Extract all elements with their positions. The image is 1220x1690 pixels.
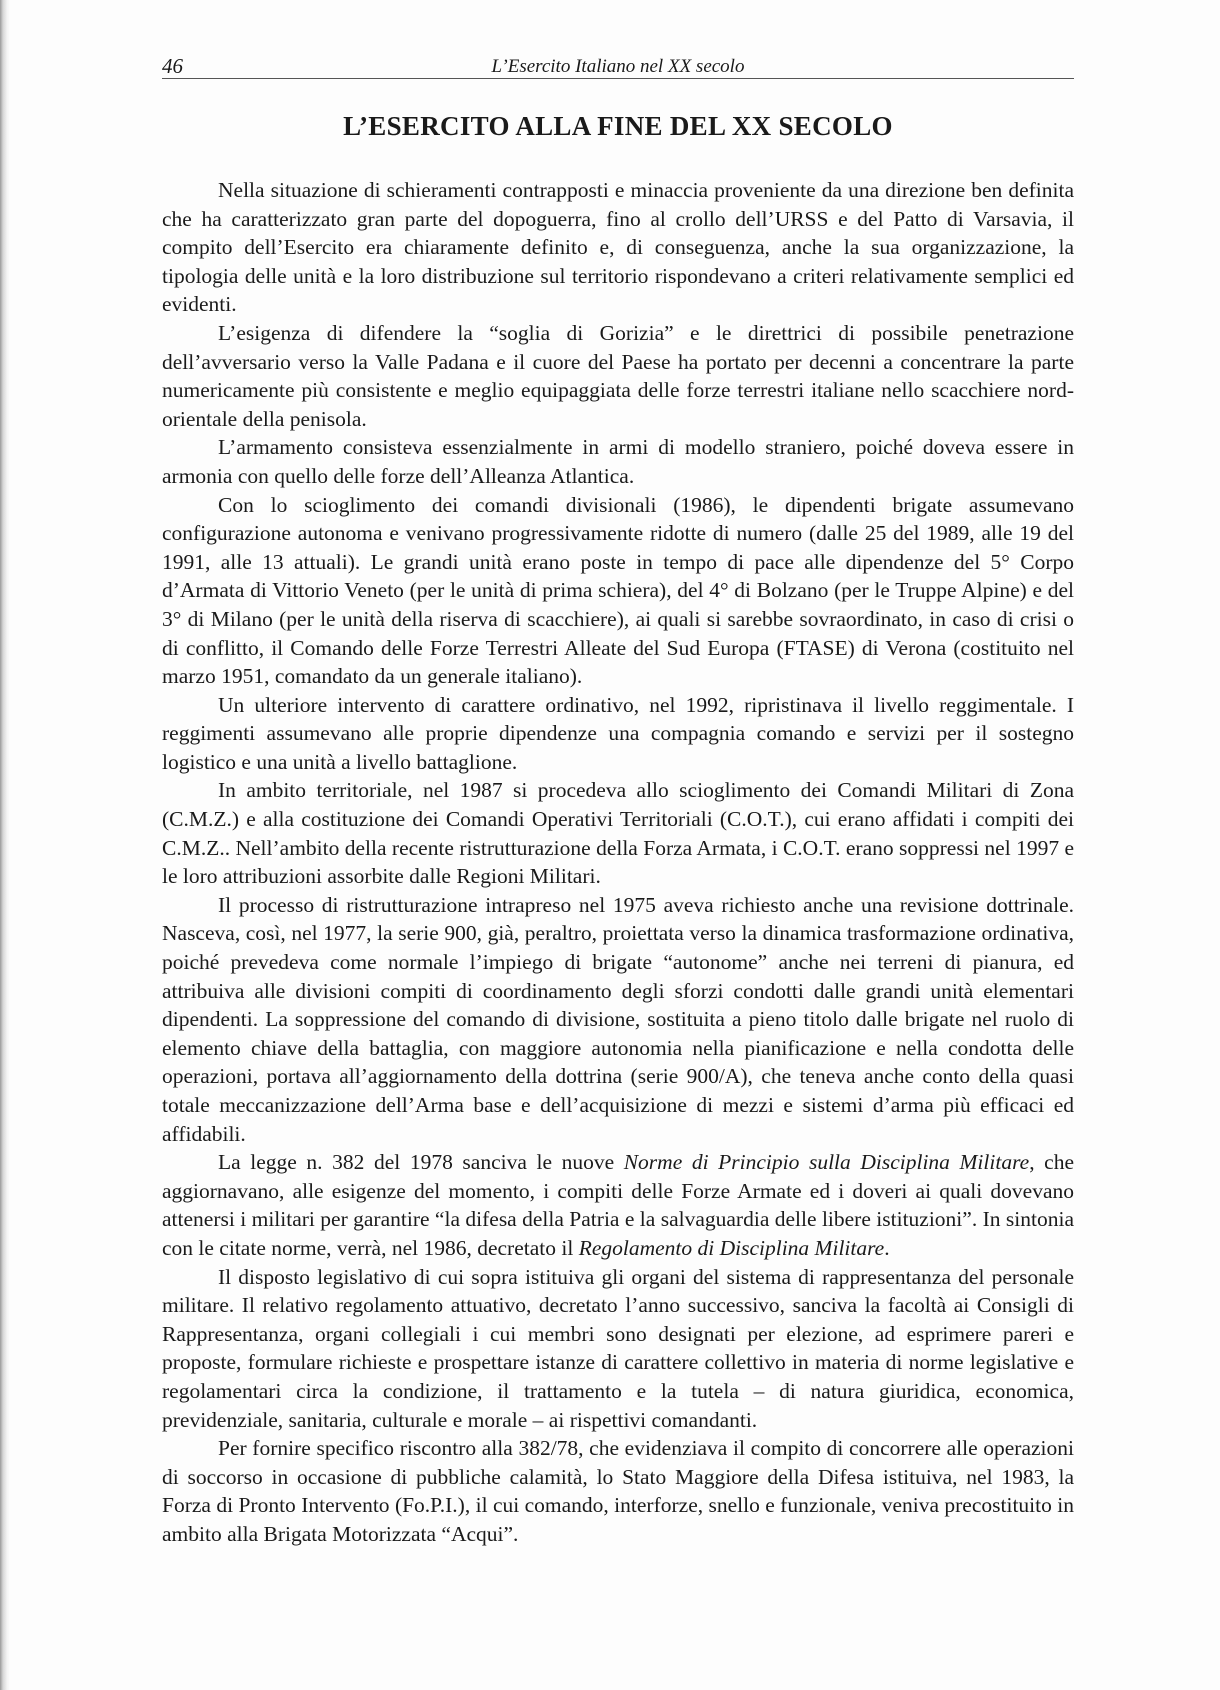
paragraph-2: L’esigenza di difendere la “soglia di Gorizia” e le direttrici di possibile penetrazione dell’avversario verso la Valle Padana e il cuore del Paese ha portato per decenni a concentrare la parte numericamente più consistente e meglio equipaggiata delle forze terrestri italiane nello scacchiere nord-orientale della penisola.: [162, 320, 1074, 431]
paragraph-8-text-b: , che aggiornavano, alle esigenze del momento, i compiti delle Forze Armate ed i doveri ai quali dovevano attenersi i militari per garantire “la difesa della Patria e la salvaguardia delle libere istituzioni”. In sintonia con le citate norme, verrà, nel 1986, decretato il: [162, 1150, 1075, 1260]
regulation-title-italic: Regolamento di Disciplina Militare: [578, 1235, 885, 1260]
binding-edge-shadow: [0, 0, 10, 1690]
paragraph-1: Nella situazione di schieramenti contrapposti e minaccia proveniente da una direzione ben definita che ha caratterizzato gran parte del dopoguerra, fino al crollo dell’URSS e del Patto di Varsavia, il compito dell’Esercito era chiaramente definito e, di conseguenza, anche la sua organizzazione, la tipologia delle unità e la loro distribuzione sul territorio rispondevano a criteri relativamente semplici ed evidenti.: [162, 178, 1074, 317]
chapter-title: L’ESERCITO ALLA FINE DEL XX SECOLO: [343, 111, 893, 141]
paragraph-5: Un ulteriore intervento di carattere ordinativo, nel 1992, ripristinava il livello reggimentale. I reggimenti assumevano alle proprie dipendenze una compagnia comando e servizi per il sostegno logistico e una unità a livello battaglione.: [162, 692, 1074, 774]
paragraph-8: [162, 1148, 1074, 1262]
paragraph-8-text-c: .: [884, 1235, 890, 1260]
paragraph-6: In ambito territoriale, nel 1987 si procedeva allo scioglimento dei Comandi Militari di Zona (C.M.Z.) e alla costituzione dei Comandi Operativi Territoriali (C.O.T.), cui erano affidati i compiti dei C.M.Z.. Nell’ambito della recente ristrutturazione della Forza Armata, i C.O.T. erano soppressi nel 1997 e le loro attribuzioni assorbite dalle Regioni Militari.: [162, 778, 1074, 889]
book-page: [162, 48, 1074, 1549]
law-title-italic: Norme di Principio sulla Disciplina Militare: [623, 1150, 1030, 1175]
running-title: L’Esercito Italiano nel XX secolo: [491, 56, 745, 77]
paragraph-9: Il disposto legislativo di cui sopra istituiva gli organi del sistema di rappresentanza del personale militare. Il relativo regolamento attuativo, decretato l’anno successivo, sanciva la facoltà ai Consigli di Rappresentanza, organi collegiali i cui membri sono designati per elezione, ad esprimere pareri e proposte, formulare richieste e prospettare istanze di carattere collettivo in materia di norme legislative e regolamentari circa la condizione, il trattamento e la tutela – di natura giuridica, economica, previdenziale, sanitaria, culturale e morale – ai rispettivi comandanti.: [162, 1264, 1074, 1432]
paragraph-7: Il processo di ristrutturazione intrapreso nel 1975 aveva richiesto anche una revisione dottrinale. Nasceva, così, nel 1977, la serie 900, già, peraltro, proiettata verso la dinamica trasformazione ordinativa, poiché prevedeva come normale l’impiego di brigate “autonome” anche nei terreni di pianura, ed attribuiva alle divisioni compiti di coordinamento degli sforzi condotti dalle grandi unità elementari dipendenti. La soppressione del comando di divisione, sostituita a pieno titolo dalle brigate nel ruolo di elemento chiave della battaglia, con maggiore autonomia nella pianificazione e nella condotta delle operazioni, portava all’aggiornamento della dottrina (serie 900/A), che teneva anche conto della quasi totale meccanizzazione dell’Arma base e dell’acquisizione di mezzi e sistemi d’arma più efficaci ed affidabili.: [162, 892, 1074, 1146]
paragraph-10: Per fornire specifico riscontro alla 382/78, che evidenziava il compito di concorrere alle operazioni di soccorso in occasione di pubbliche calamità, lo Stato Maggiore della Difesa istituiva, nel 1983, la Forza di Pronto Intervento (Fo.P.I.), il cui comando, interforze, snello e funzionale, veniva precostituito in ambito alla Brigata Motorizzata “Acqui”.: [162, 1436, 1074, 1546]
running-header: [162, 48, 1074, 79]
paragraph-4: Con lo scioglimento dei comandi divisionali (1986), le dipendenti brigate assumevano configurazione autonoma e venivano progressivamente ridotte di numero (dalle 25 del 1989, alle 19 del 1991, alle 13 attuali). Le grandi unità erano poste in tempo di pace alle dipendenze del 5° Corpo d’Armata di Vittorio Veneto (per le unità di prima schiera), del 4° di Bolzano (per le Truppe Alpine) e del 3° di Milano (per le unità della riserva di scacchiere), ai quali si sarebbe sovraordinato, in caso di crisi o di conflitto, il Comando delle Forze Terrestri Alleate del Sud Europa (FTASE) di Verona (costituito nel marzo 1951, comandato da un generale italiano).: [162, 492, 1074, 689]
paragraph-8-text-a: La legge n. 382 del 1978 sanciva le nuove: [218, 1150, 624, 1175]
page-number: 46: [162, 54, 183, 78]
paragraph-3: L’armamento consisteva essenzialmente in armi di modello straniero, poiché doveva essere in armonia con quello delle forze dell’Alleanza Atlantica.: [162, 435, 1074, 488]
body-text: [162, 176, 1074, 1549]
